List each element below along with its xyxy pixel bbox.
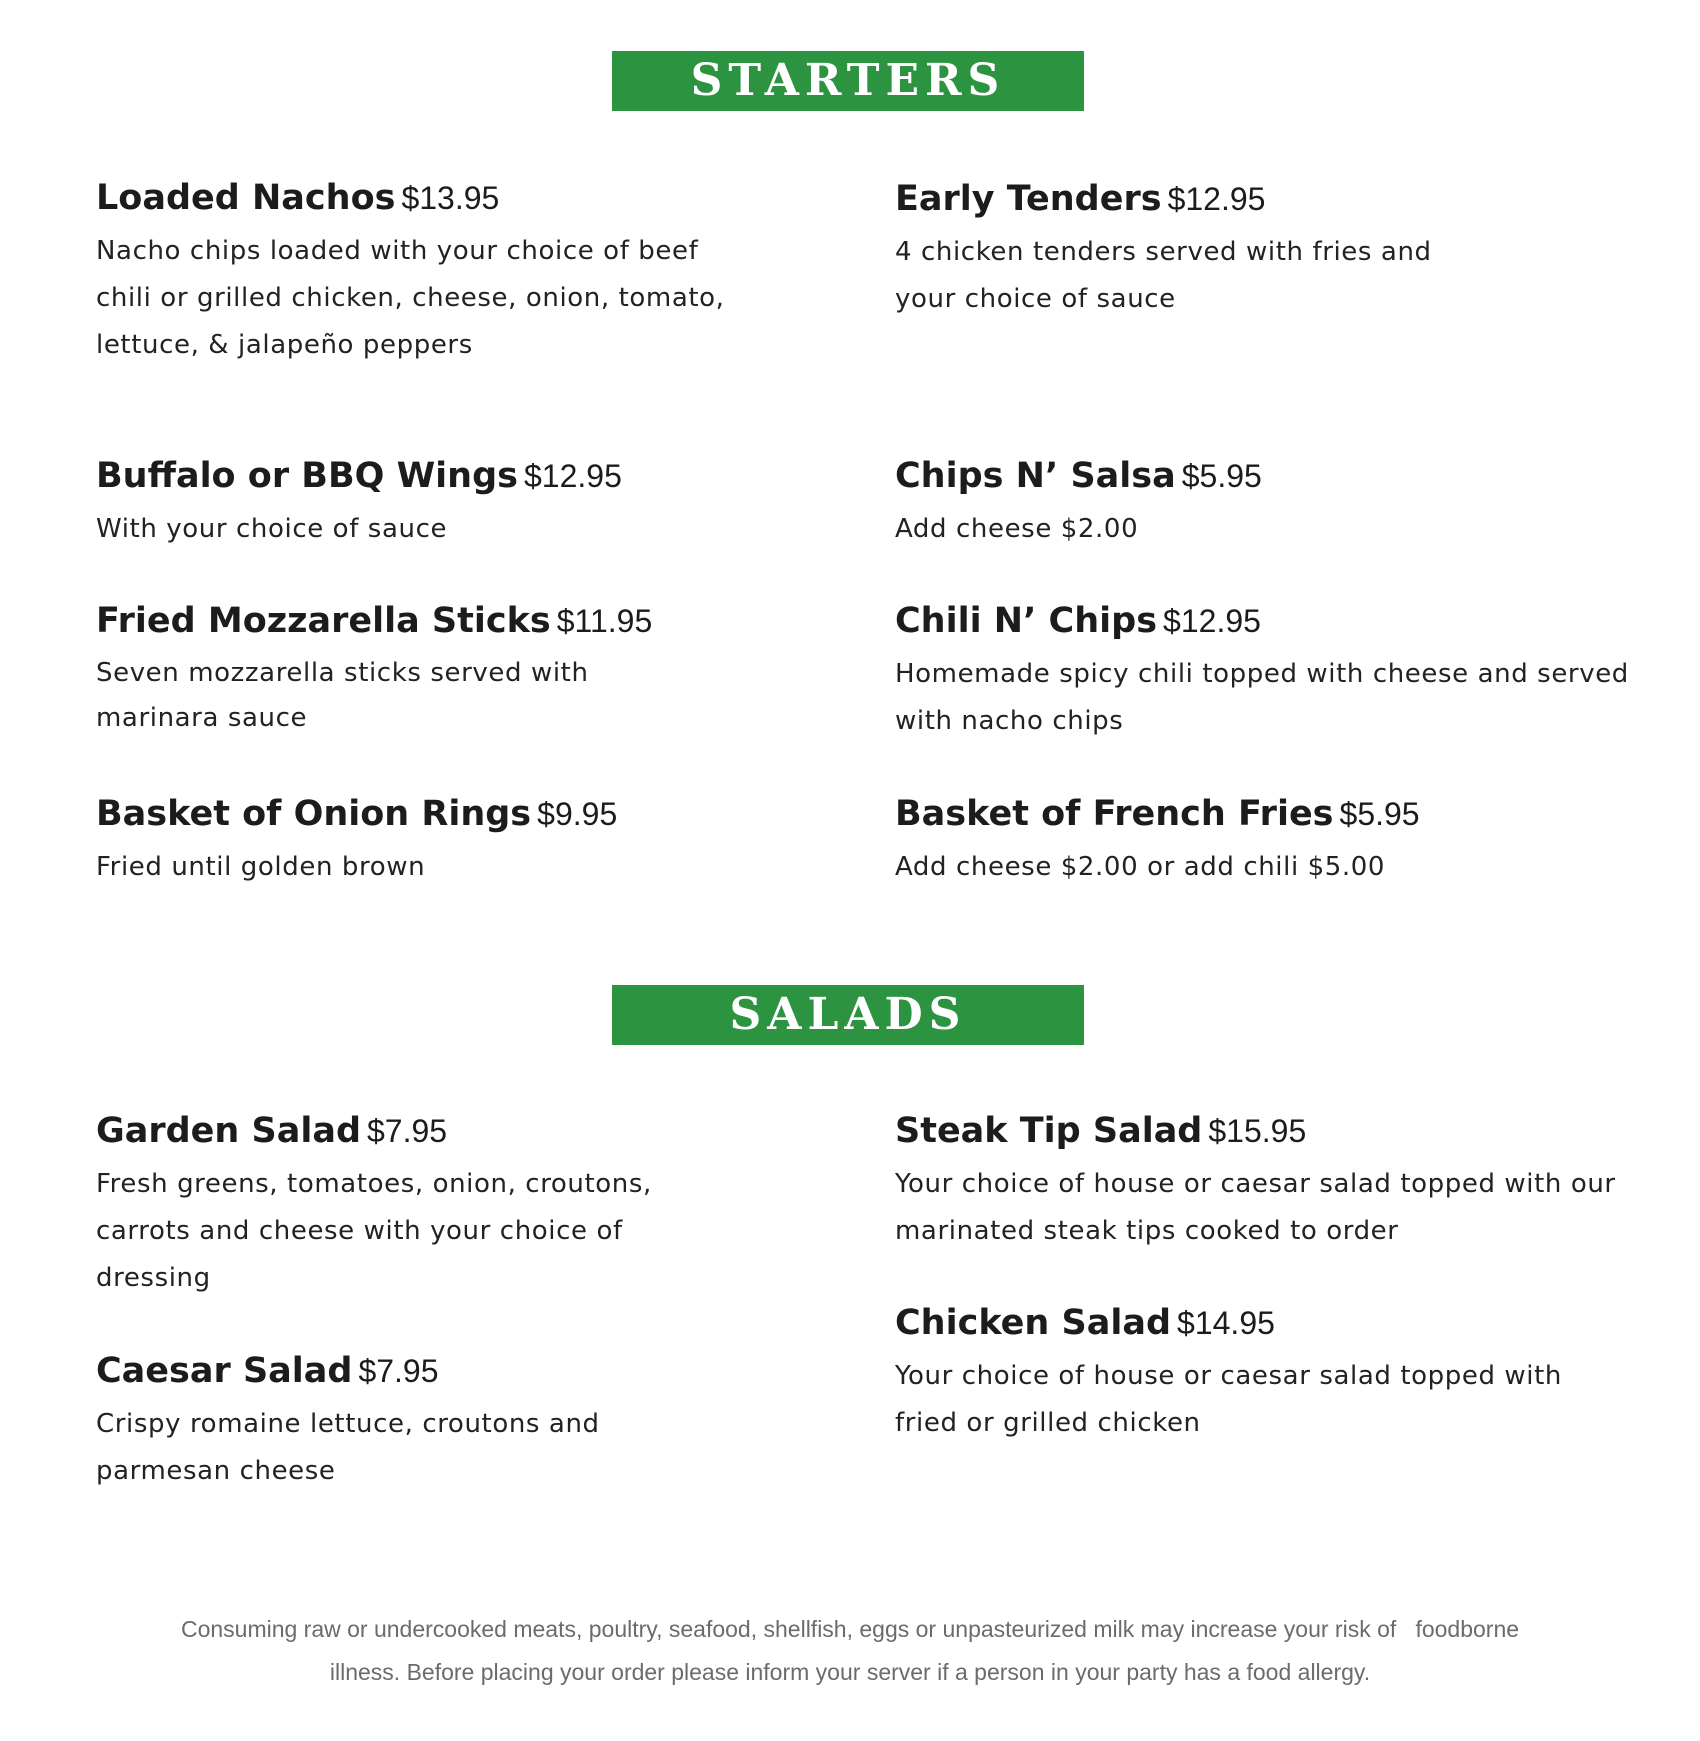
menu-item-early-tenders [895,177,1635,323]
item-name: Caesar Salad [96,1351,353,1391]
item-description: Crispy romaine lettuce, croutons and parmesan cheese [96,1409,600,1486]
item-description: 4 chicken tenders served with fries and your choice of sauce [895,237,1432,314]
item-name: Chicken Salad [895,1303,1172,1343]
menu-item-steak-tip-salad [895,1109,1635,1255]
item-price: $5.95 [1181,458,1262,494]
item-price: $12.95 [1163,603,1261,639]
item-name: Early Tenders [895,179,1162,219]
item-description: Seven mozzarella sticks served with marinara sauce [96,658,589,733]
item-name: Basket of French Fries [895,794,1334,834]
item-price: $15.95 [1208,1113,1307,1149]
item-name: Basket of Onion Rings [96,794,532,834]
menu-item-wings [96,454,776,553]
item-price: $7.95 [358,1353,439,1389]
menu-item-caesar-salad [96,1349,776,1495]
item-name: Chili N’ Chips [895,601,1158,641]
item-description: Add cheese $2.00 [895,514,1139,544]
disclaimer-line-2: illness. Before placing your order please inform your server if a person in your party has a food allergy. [329,1659,1371,1685]
menu-item-chips-salsa [895,454,1635,553]
menu-item-loaded-nachos [96,176,776,369]
item-price: $12.95 [523,458,622,494]
item-description: Fried until golden brown [96,852,426,882]
item-name: Buffalo or BBQ Wings [96,456,518,496]
item-name: Fried Mozzarella Sticks [96,601,551,641]
item-name: Loaded Nachos [96,178,396,218]
item-description: Your choice of house or caesar salad topped with fried or grilled chicken [895,1361,1562,1438]
menu-item-french-fries [895,792,1635,891]
disclaimer-line-1: Consuming raw or undercooked meats, poultry, seafood, shellfish, eggs or unpasteurized milk may increase your risk of foodborne [180,1616,1520,1642]
item-price: $12.95 [1167,181,1266,217]
item-description: Homemade spicy chili topped with cheese and served with nacho chips [895,659,1629,736]
item-name: Chips N’ Salsa [895,456,1176,496]
item-description: Your choice of house or caesar salad topped with our marinated steak tips cooked to order [895,1169,1616,1246]
item-price: $13.95 [401,180,500,216]
section-banner-salads: SALADS [612,985,1084,1045]
menu-item-onion-rings [96,792,776,891]
section-banner-starters: STARTERS [612,51,1084,111]
item-price: $14.95 [1177,1305,1275,1341]
menu-item-chicken-salad [895,1301,1635,1447]
item-price: $5.95 [1339,796,1420,832]
item-price: $11.95 [556,603,653,639]
allergy-disclaimer [60,1608,1640,1694]
item-name: Garden Salad [96,1111,361,1151]
item-description: With your choice of sauce [96,514,448,544]
item-price: $7.95 [367,1113,448,1149]
item-price: $9.95 [537,796,618,832]
menu-item-chili-chips [895,599,1635,745]
item-description: Fresh greens, tomatoes, onion, croutons, carrots and cheese with your choice of dressing [96,1169,652,1293]
menu-item-mozzarella-sticks [96,599,776,741]
menu-item-garden-salad [96,1109,776,1302]
item-description: Nacho chips loaded with your choice of beef chili or grilled chicken, cheese, onion, tomato, lettuce, & jalapeño peppers [96,236,725,360]
item-description: Add cheese $2.00 or add chili $5.00 [895,852,1386,882]
item-name: Steak Tip Salad [895,1111,1203,1151]
